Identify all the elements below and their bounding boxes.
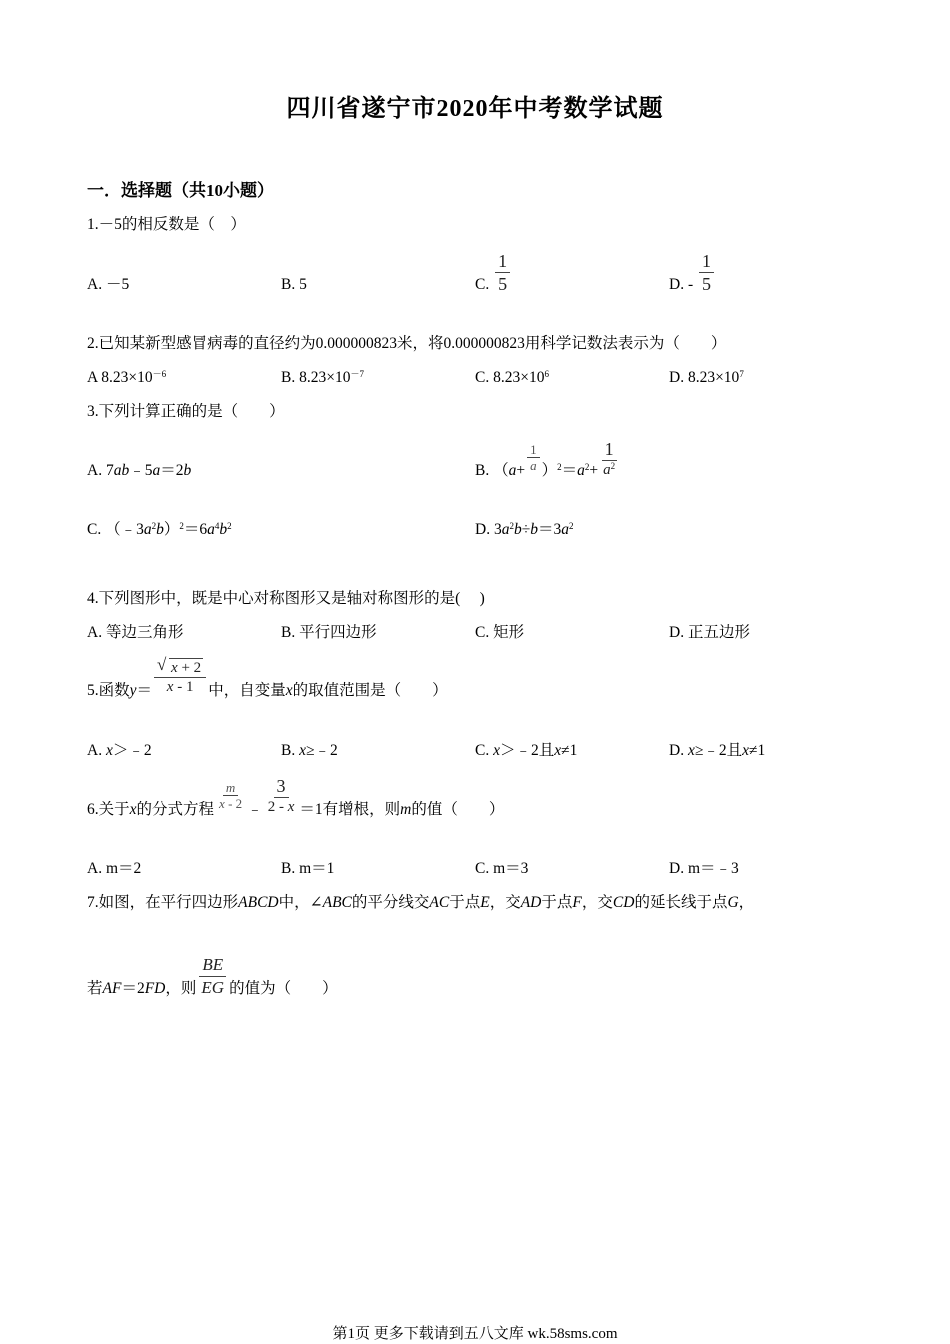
q6-fraction-2: $\frac{3}{2 - x}$ xyxy=(267,776,295,815)
question-6-stem: 6.关于x的分式方程 $\frac{m}{x - 2}$ ﹣ $\frac{3}{2 - x}$ ＝1有增根，则m的值（ ） xyxy=(87,776,505,818)
fraction-numerator: 1 xyxy=(495,250,510,273)
q1-option-d[interactable] xyxy=(669,250,716,295)
page-title: 四川省遂宁市2020年中考数学试题 xyxy=(286,96,664,122)
q3-b-fraction-1: $\frac{1}{a}$ xyxy=(527,442,540,473)
section-heading: 一．选择题（共10小题） xyxy=(87,181,274,200)
question-5-stem: 5.函数y＝ √ $\frac{x + 2}{x - 1}$ 中，自变量x的取值范围是（ ） xyxy=(87,656,448,701)
q6-option-d[interactable]: D. m＝﹣3 xyxy=(669,860,739,877)
fraction-numerator: 1 xyxy=(699,250,714,273)
q6-option-c[interactable]: C. m＝3 xyxy=(475,860,529,877)
q4-option-b[interactable]: B. 平行四边形 xyxy=(281,624,377,641)
q5-fraction: √ $\frac{x + 2}{x - 1}$ xyxy=(154,656,206,696)
q5-option-d[interactable]: D. x≥﹣2且x≠1 xyxy=(669,742,766,759)
q1-option-a[interactable]: A. －5 xyxy=(87,276,130,293)
q2-option-c[interactable]: C. $8.23\times 10^6$ xyxy=(475,369,549,386)
q2-option-a[interactable]: A $8.23\times 10^{-6}$ xyxy=(87,369,167,386)
q1-option-b[interactable]: B. 5 xyxy=(281,276,307,293)
q3-option-a[interactable]: A. 7ab﹣5a＝2b xyxy=(87,462,192,479)
q6-fraction-1: $\frac{m}{x - 2}$ xyxy=(219,780,243,811)
q5-option-b[interactable]: B. x≥﹣2 xyxy=(281,742,338,759)
page-footer: 第1页 更多下载请到五八文库 wk.58sms.com xyxy=(332,1326,618,1342)
q4-option-d[interactable]: D. 正五边形 xyxy=(669,624,750,641)
q1-c-fraction xyxy=(495,250,510,295)
q6-option-b[interactable]: B. m＝1 xyxy=(281,860,335,877)
q5-option-c[interactable]: C. x＞﹣2且x≠1 xyxy=(475,742,578,759)
question-1-stem: 1.－5的相反数是（ ） xyxy=(87,216,246,233)
q1-d-fraction xyxy=(699,250,714,295)
q7-fraction: $\frac{BE}{EG}$ xyxy=(198,954,227,999)
q1-option-c-label: C. xyxy=(475,276,490,293)
fraction-denominator: 5 xyxy=(702,274,711,294)
minus-sign: - xyxy=(687,276,694,293)
fraction-denominator: 5 xyxy=(498,274,508,294)
q4-option-a[interactable]: A. 等边三角形 xyxy=(87,624,184,641)
question-3-stem: 3.下列计算正确的是（ ） xyxy=(87,403,285,420)
q1-option-c[interactable] xyxy=(475,250,512,295)
q3-option-d[interactable]: D. $3a^2b\div b=3a^2$ xyxy=(475,521,574,538)
q1-option-d-label: D. xyxy=(669,276,685,293)
q6-option-a[interactable]: A. m＝2 xyxy=(87,860,142,877)
q3-b-fraction-2: $\frac{1}{a^2}$ xyxy=(603,439,616,478)
q5-option-a[interactable]: A. x＞﹣2 xyxy=(87,742,152,759)
q2-option-b[interactable]: B. $8.23\times 10^{-7}$ xyxy=(281,369,364,386)
q4-option-c[interactable]: C. 矩形 xyxy=(475,624,525,641)
q3-option-b[interactable]: B. （a+ $\frac{1}{a}$ ）$^2=a^2+$ $\frac{1}{a^2}$ xyxy=(475,438,620,481)
question-7-line-2: 若AF＝2FD，则 $\frac{BE}{EG}$ 的值为（ ） xyxy=(87,955,338,997)
question-7-line-1: 7.如图，在平行四边形ABCD中，∠ABC的平分线交AC于点E，交AD于点F，交CD的延长线于点G， xyxy=(87,894,755,911)
question-4-stem: 4.下列图形中，既是中心对称图形又是轴对称图形的是( ) xyxy=(87,590,485,607)
q3-option-c[interactable]: C. $(﹣3a^2b)^2=6a^4b^2$ xyxy=(87,521,232,538)
question-2-stem: 2.已知某新型感冒病毒的直径约为0.000000823米，将0.000000823用科学记数法表示为（ ） xyxy=(87,335,727,352)
q2-option-d[interactable]: D. $8.23\times 10^7$ xyxy=(669,369,744,386)
